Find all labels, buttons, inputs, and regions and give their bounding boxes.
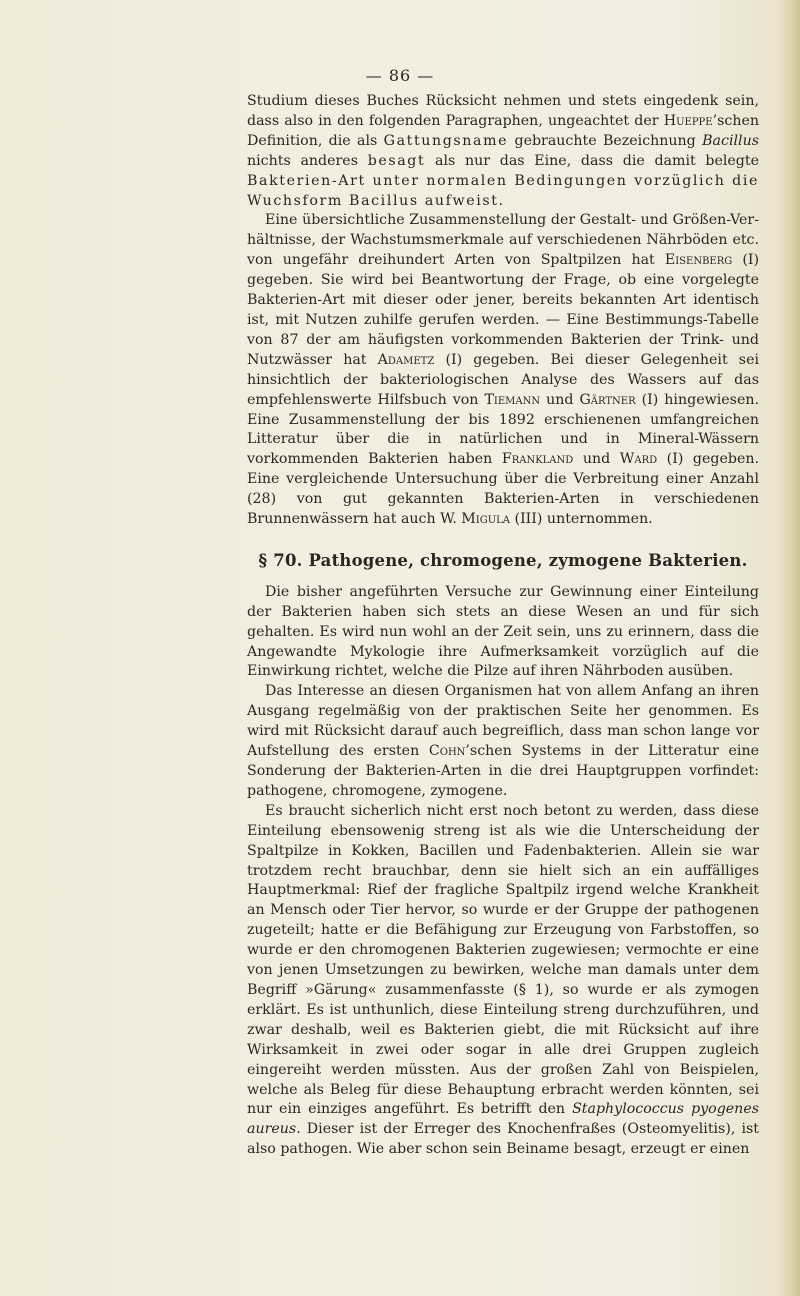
text-run: (III) unternommen. bbox=[510, 511, 653, 528]
text-run: Gärtner bbox=[579, 391, 636, 408]
text-run: Bacillus bbox=[702, 132, 759, 149]
text-run: Bakterien-Art unter normalen Bedingungen vorzüglich die Wuchsform Bacillus aufweist. bbox=[247, 172, 759, 209]
paragraph bbox=[247, 682, 759, 801]
section-heading: § 70. Pathogene, chromogene, zymogene Bakterien. bbox=[258, 550, 748, 570]
text-run: besagt bbox=[367, 152, 426, 169]
page-body bbox=[247, 92, 759, 1160]
text-run: Tiemann bbox=[484, 391, 541, 408]
page-edge-shadow bbox=[778, 0, 800, 1296]
paragraph bbox=[247, 92, 759, 211]
text-run: Gattungsname bbox=[383, 132, 509, 149]
text-run: als nur das Eine, dass die damit belegte bbox=[425, 152, 759, 169]
text-run: Die bisher angeführten Versuche zur Gewinnung einer Einteilung der Bakterien haben sich stets an diese Wesen an und für sich gehalten. Es wird nun wohl an der Zeit sein, uns zu erinnern, dass die Angewandte Mykologie ihre Aufmerksamkeit vorzüglich auf die Einwirkung richtet, welche die Pilze auf ihren Nährboden ausüben. bbox=[247, 583, 759, 680]
text-run: (I) gegeben. Bei dieser Gelegenheit sei hinsichtlich der bakteriologischen Analyse des Wassers auf das empfehlenswerte Hilfsbuch von bbox=[247, 351, 759, 408]
text-run: Frankland bbox=[501, 451, 574, 468]
text-run: Studium dieses Buches Rücksicht nehmen und stets eingedenk sein, dass also in den folgenden Paragraphen, ungeachtet der bbox=[247, 93, 759, 129]
text-run: Hueppe bbox=[663, 112, 713, 129]
text-run: . Dieser ist der Erreger des Knochenfraßes (Osteomyelitis), ist also pathogen. Wie aber schon sein Beiname besagt, erzeugt er einen bbox=[247, 1121, 759, 1158]
text-run: (I) gegeben. Sie wird bei Beantwortung der Frage, ob eine vorgelegte Bakterien-Art mit dieser oder jener, bereits bekannten Art identisch ist, mit Nutzen zuhilfe gerufen werden. — Eine Bestimmungs-Tabelle von 87 der am häufigsten vorkommenden Bakterien der Trink- und Nutzwässer hat bbox=[247, 252, 760, 368]
paragraph bbox=[247, 583, 759, 683]
text-run: nichts anderes bbox=[247, 152, 368, 169]
text-run: und bbox=[573, 451, 620, 468]
text-run: Adametz bbox=[377, 351, 435, 368]
text-run: und bbox=[540, 391, 580, 408]
text-run: Das Interesse an diesen Organismen hat von allem Anfang an ihren Ausgang regelmäßig von der praktischen Seite her genommen. Es wird mit Rücksicht darauf auch begreiflich, dass man schon lange vor Aufstellung des ersten bbox=[247, 683, 759, 760]
text-run: Staphylococcus pyogenes aureus bbox=[247, 1101, 759, 1138]
text-run: (I) hingewiesen. Eine Zusammenstellung der bis 1892 erschienenen umfangreichen Litteratur über die in natürlichen und in Mineral-Wässern vorkommenden Bakterien haben bbox=[247, 391, 759, 468]
text-run: Eine übersichtliche Zusammenstellung der Gestalt- und Größen-Verhältnisse, der Wachstumsmerkmale auf verschiedenen Nährböden etc. von ungefähr dreihundert Arten von Spaltpilzen hat bbox=[247, 212, 759, 269]
top-paragraphs bbox=[247, 92, 759, 530]
text-run: (I) gegeben. Eine vergleichende Untersuchung über die Verbreitung einer Anzahl (28) von gut gekannten Bakterien-Arten in verschiedenen Brunnenwässern hat auch W. bbox=[247, 451, 759, 528]
text-run: Eisenberg bbox=[664, 252, 733, 269]
text-run: gebrauchte Bezeichnung bbox=[508, 132, 703, 149]
page-number: — 86 — bbox=[365, 66, 435, 85]
text-run: Cohn bbox=[428, 743, 466, 760]
bottom-paragraphs bbox=[247, 583, 759, 1160]
paragraph bbox=[247, 211, 759, 530]
paragraph bbox=[247, 802, 759, 1160]
text-run: Es braucht sicherlich nicht erst noch betont zu werden, dass diese Einteilung ebensowenig streng ist als wie die Unterscheidung der Spaltpilze in Kokken, Bacillen und Fadenbakterien. Allein sie war trotzdem recht brauchbar, denn sie hielt sich an ein auffälliges Hauptmerkmal: Rief der fragliche Spaltpilz irgend welche Krankheit an Mensch oder Tier hervor, so wurde er der Gruppe der pathogenen zugeteilt; hatte er die Befähigung zur Erzeugung von Farbstoffen, so wurde er den chromogenen Bakterien zugewiesen; vermochte er eine von jenen Umsetzungen zu bewirken, welche man damals unter dem Begriff »Gärung« zusammenfasste (§ 1), so wurde er als zymogen erklärt. Es ist unthunlich, diese Einteilung streng durchzuführen, und zwar deshalb, weil es Bakterien giebt, die mit Rücksicht auf ihre Wirksamkeit in zwei oder sogar in alle drei Gruppen zugleich eingereiht werden müssten. Aus der großen Zahl von Beispielen, welche als Beleg für diese Behauptung erbracht werden könnten, sei nur ein einziges angeführt. Es betrifft den bbox=[247, 802, 759, 1118]
text-run: Ward bbox=[619, 451, 658, 468]
text-run: Migula bbox=[461, 511, 511, 528]
text-run: ’schen Systems in der Litteratur eine Sonderung der Bakterien-Arten in die drei Hauptgruppen vorfindet: pathogene, chromogene, zymogene. bbox=[247, 743, 759, 799]
text-run: ’schen Definition, die als bbox=[247, 112, 759, 149]
